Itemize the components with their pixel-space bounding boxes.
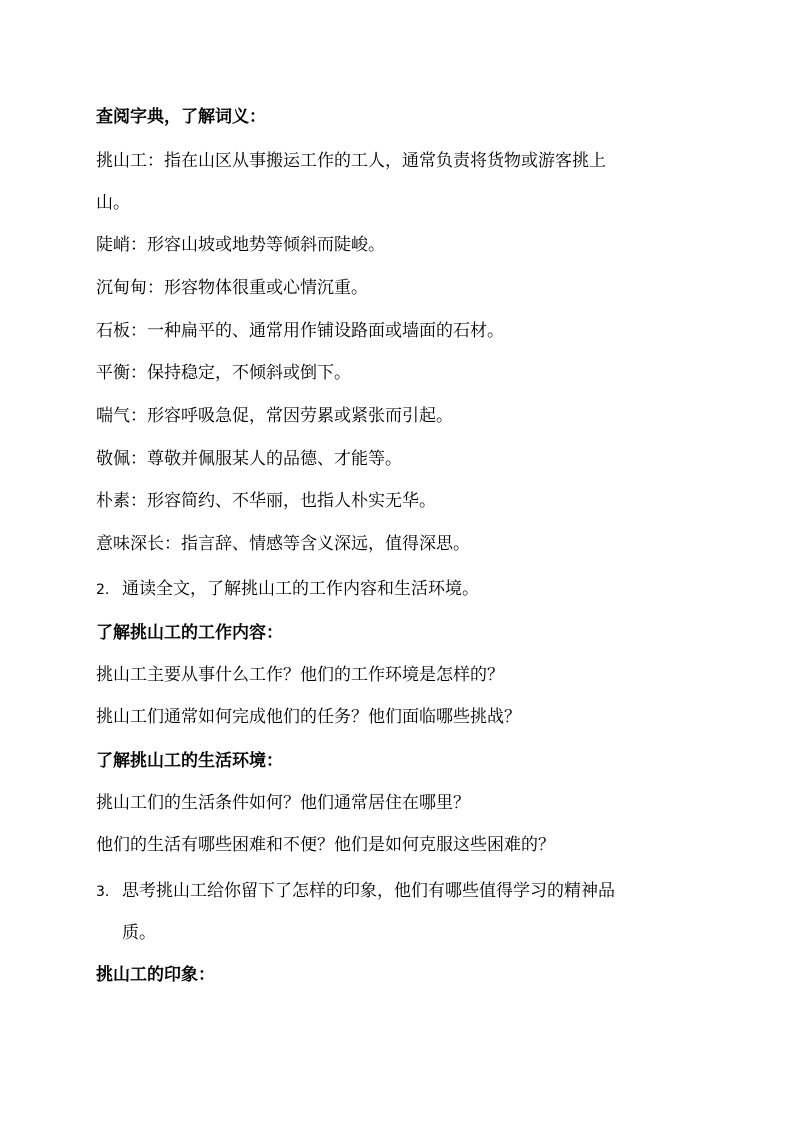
item-text: 思考挑山工给你留下了怎样的印象，他们有哪些值得学习的精神品 (122, 881, 615, 901)
definition-term: 喘气 (96, 406, 130, 426)
item-number: 2. (96, 582, 110, 598)
definition-item (96, 234, 734, 256)
definition-item (96, 448, 734, 470)
definition-term: 陡峭 (96, 235, 130, 255)
section-heading-work: 了解挑山工的工作内容： (96, 623, 283, 643)
definition-item (96, 490, 734, 512)
definition-text: 指言辞、情感等含义深远，值得深思。 (181, 534, 470, 554)
definition-separator: ： (147, 278, 164, 298)
definition-term: 平衡 (96, 363, 130, 383)
item-number: 3. (96, 884, 110, 900)
definition-text: 指在山区从事搬运工作的工人，通常负责将货物或游客挑上 (164, 151, 606, 171)
section-heading-dictionary: 查阅字典，了解词义： (96, 107, 266, 127)
section-heading-life: 了解挑山工的生活环境： (96, 751, 283, 771)
definition-separator: ： (164, 534, 181, 554)
definition-separator: ： (130, 235, 147, 255)
definition-text: 形容物体很重或心情沉重。 (164, 278, 368, 298)
definition-continuation: 山。 (96, 193, 130, 213)
definition-term: 石板 (96, 321, 130, 341)
item-text-continuation: 质。 (122, 923, 156, 943)
definition-term: 沉甸甸 (96, 278, 147, 298)
definition-item (96, 150, 734, 172)
definition-term: 朴素 (96, 491, 130, 511)
definition-separator: ： (130, 491, 147, 511)
definition-term: 敬佩 (96, 449, 130, 469)
definition-item (96, 533, 734, 555)
definition-separator: ： (147, 151, 164, 171)
definition-item (96, 405, 734, 427)
definition-text: 形容呼吸急促，常因劳累或紧张而引起。 (147, 406, 453, 426)
definition-text: 形容简约、不华丽，也指人朴实无华。 (147, 491, 436, 511)
question-item: 挑山工主要从事什么工作？他们的工作环境是怎样的？ (96, 665, 504, 685)
definition-text: 一种扁平的、通常用作铺设路面或墙面的石材。 (147, 321, 504, 341)
item-text: 通读全文，了解挑山工的工作内容和生活环境。 (122, 579, 479, 599)
numbered-item-2 (96, 578, 734, 601)
definition-separator: ： (130, 406, 147, 426)
section-heading-impression: 挑山工的印象： (96, 965, 215, 985)
definition-text: 形容山坡或地势等倾斜而陡峻。 (147, 235, 385, 255)
definition-item (96, 277, 734, 299)
question-item: 挑山工们的生活条件如何？他们通常居住在哪里？ (96, 793, 470, 813)
definition-term: 意味深长 (96, 534, 164, 554)
numbered-item-3 (96, 880, 734, 903)
definition-separator: ： (130, 449, 147, 469)
definition-item (96, 362, 734, 384)
definition-separator: ： (130, 321, 147, 341)
definition-separator: ： (130, 363, 147, 383)
definition-item (96, 320, 734, 342)
definition-text: 尊敬并佩服某人的品德、才能等。 (147, 449, 402, 469)
question-item: 他们的生活有哪些困难和不便？他们是如何克服这些困难的？ (96, 835, 555, 855)
definition-text: 保持稳定，不倾斜或倒下。 (147, 363, 351, 383)
question-item: 挑山工们通常如何完成他们的任务？他们面临哪些挑战？ (96, 707, 521, 727)
definition-term: 挑山工 (96, 151, 147, 171)
